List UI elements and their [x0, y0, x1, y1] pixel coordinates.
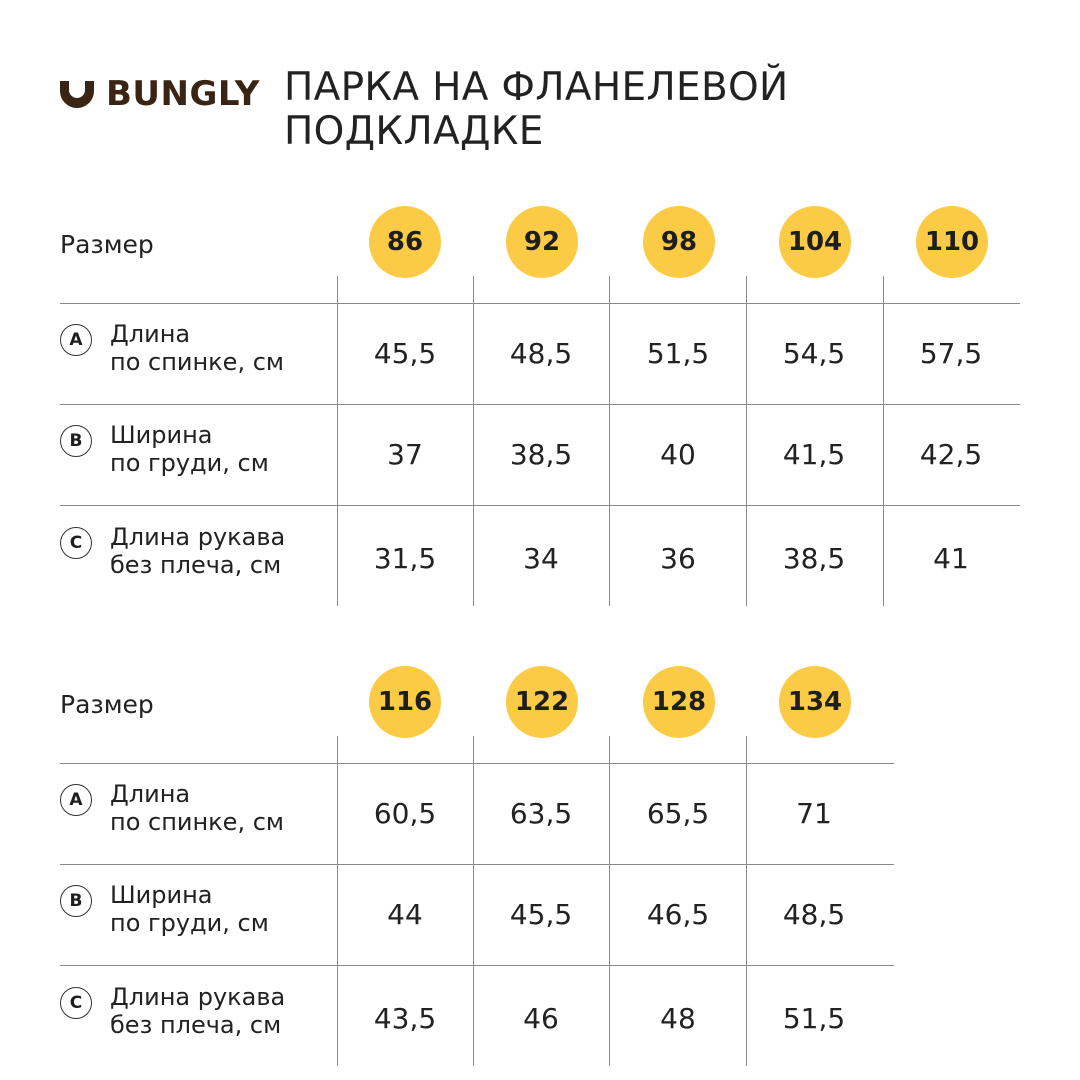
table-cell: 34 [523, 541, 559, 575]
size-badge: 86 [369, 206, 441, 278]
size-badge: 104 [779, 206, 851, 278]
letter-b-icon: B [60, 425, 92, 457]
table-cell: 40 [660, 437, 696, 471]
table-cell: 60,5 [373, 796, 437, 830]
table-cell: 46,5 [646, 897, 710, 931]
letter-c-icon: C [60, 527, 92, 559]
title-line-2: ПОДКЛАДКЕ [284, 109, 544, 154]
row-label-line-1: Длина рукава [110, 983, 286, 1011]
row-divider [60, 763, 894, 764]
letter-c-icon: C [60, 987, 92, 1019]
letter-a-icon: A [60, 324, 92, 356]
size-table-2 [60, 666, 1020, 1066]
size-badge: 122 [506, 666, 578, 738]
table-cell: 45,5 [509, 897, 573, 931]
table-cell: 57,5 [919, 336, 983, 370]
table-cell: 44 [387, 897, 423, 931]
row-label-text [110, 320, 284, 376]
row-label-line-1: Длина [110, 780, 191, 808]
page-header [60, 66, 1040, 166]
row-label-line-2: по груди, см [110, 449, 269, 477]
brand-logo [60, 74, 260, 114]
table-cell: 48 [660, 1001, 696, 1035]
row-label-line-1: Ширина [110, 881, 213, 909]
table-cell: 48,5 [782, 897, 846, 931]
table-cell: 43,5 [373, 1001, 437, 1035]
table-cell: 54,5 [782, 336, 846, 370]
smile-cup-icon [60, 79, 94, 109]
size-badge: 116 [369, 666, 441, 738]
brand-name: BUNGLY [106, 74, 260, 114]
row-label-line-2: по спинке, см [110, 808, 284, 836]
size-badge: 134 [779, 666, 851, 738]
row-label-line-1: Длина [110, 320, 191, 348]
title-line-1: ПАРКА НА ФЛАНЕЛЕВОЙ [284, 65, 789, 110]
table-cell: 31,5 [373, 541, 437, 575]
row-divider [60, 404, 1020, 405]
table-cell: 37 [387, 437, 423, 471]
row-label-text [110, 421, 269, 477]
letter-b-icon: B [60, 885, 92, 917]
table-cell: 45,5 [373, 336, 437, 370]
size-badge: 98 [643, 206, 715, 278]
table-cell: 42,5 [919, 437, 983, 471]
row-label-line-1: Длина рукава [110, 523, 286, 551]
row-label-text [110, 523, 285, 579]
table-cell: 48,5 [509, 336, 573, 370]
size-badge: 92 [506, 206, 578, 278]
table-cell: 51,5 [646, 336, 710, 370]
row-divider [60, 505, 1020, 506]
letter-a-icon: A [60, 784, 92, 816]
table-cell: 65,5 [646, 796, 710, 830]
table-cell: 41 [933, 541, 969, 575]
size-badge: 110 [916, 206, 988, 278]
table-cell: 38,5 [509, 437, 573, 471]
row-divider [60, 965, 894, 966]
size-table-1 [60, 206, 1020, 606]
table-cell: 41,5 [782, 437, 846, 471]
table-cell: 46 [523, 1001, 559, 1035]
row-label-line-1: Ширина [110, 421, 213, 449]
table-cell: 36 [660, 541, 696, 575]
size-label: Размер [60, 230, 154, 259]
row-label-text [110, 983, 285, 1039]
table-cell: 71 [796, 796, 832, 830]
row-label-line-2: по груди, см [110, 909, 269, 937]
row-divider [60, 864, 894, 865]
table-cell: 63,5 [509, 796, 573, 830]
row-label-text [110, 780, 284, 836]
row-label-line-2: по спинке, см [110, 348, 284, 376]
row-divider [60, 303, 1020, 304]
size-badge: 128 [643, 666, 715, 738]
row-label-line-2: без плеча, см [110, 551, 282, 579]
row-label-text [110, 881, 269, 937]
table-cell: 51,5 [782, 1001, 846, 1035]
table-cell: 38,5 [782, 541, 846, 575]
row-label-line-2: без плеча, см [110, 1011, 282, 1039]
size-label: Размер [60, 690, 154, 719]
page-title [284, 66, 789, 154]
